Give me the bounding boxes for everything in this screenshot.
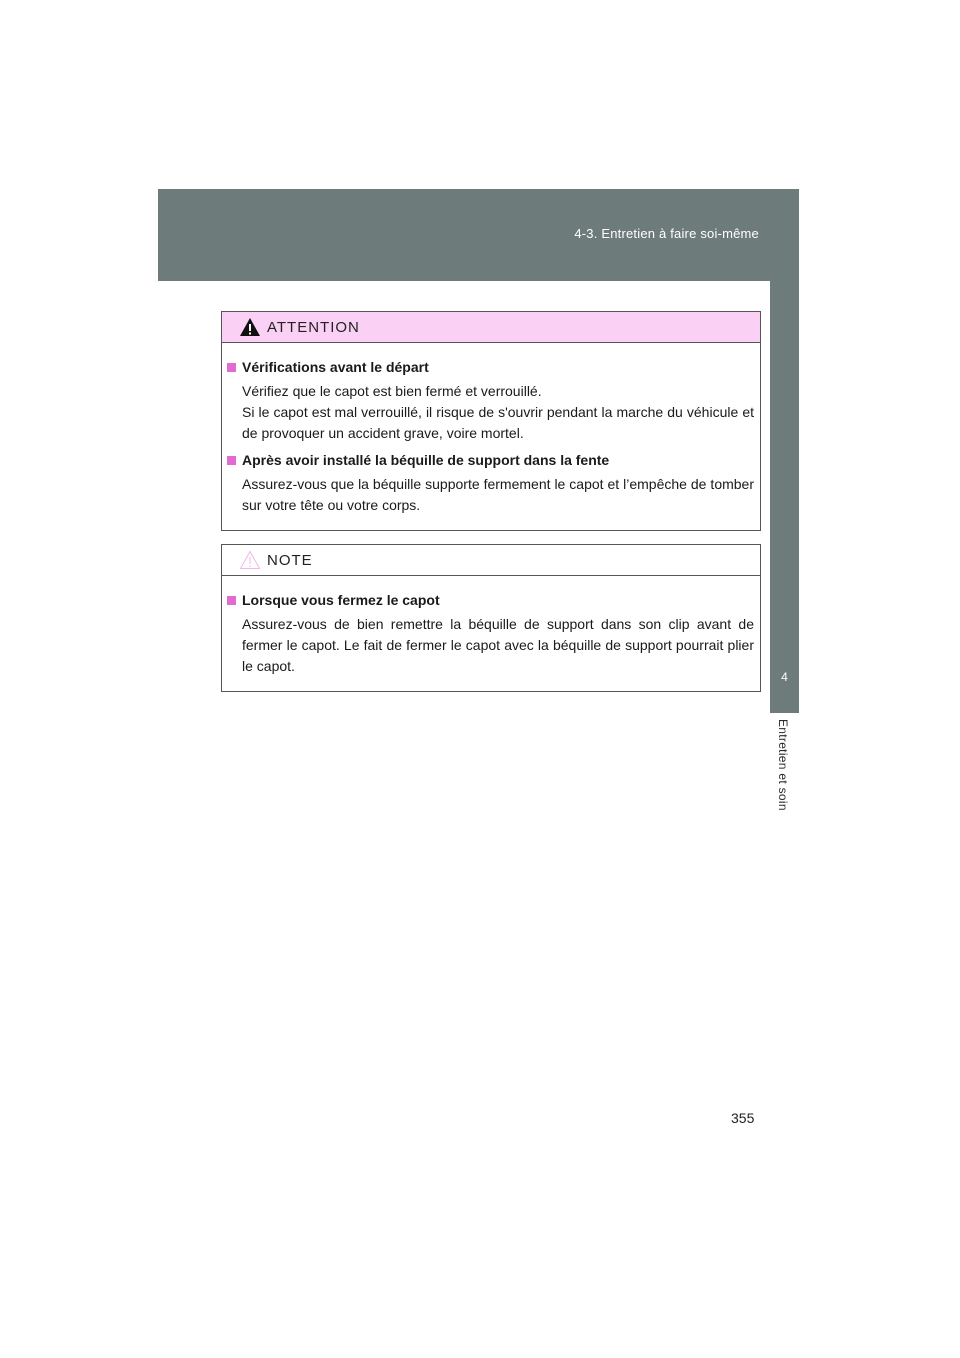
attention-item-heading: Après avoir installé la béquille de support dans la fente [226, 450, 754, 471]
note-header [222, 545, 760, 576]
attention-item-text: Vérifiez que le capot est bien fermé et verrouillé. [242, 383, 542, 399]
note-item-heading: Lorsque vous fermez le capot [226, 590, 754, 611]
bullet-square-icon [227, 363, 236, 372]
note-label: NOTE [267, 551, 313, 569]
warning-outline-icon [239, 550, 261, 570]
bullet-square-icon [227, 456, 236, 465]
attention-box [221, 311, 761, 531]
chapter-label: Entretien et soin [776, 719, 790, 811]
attention-item-text: Assurez-vous que la béquille supporte fermement le capot et l’empêche de tomber sur votre tête ou votre corps. [242, 476, 754, 513]
warning-filled-icon [239, 317, 261, 337]
side-tab-bar [770, 281, 799, 640]
section-title: 4-3. Entretien à faire soi-même [574, 226, 759, 241]
note-item-text: Assurez-vous de bien remettre la béquille de support dans son clip avant de fermer le capot. Le fait de fermer le capot avec la béquille de support pourrait plier le capot. [242, 616, 754, 674]
attention-item-heading: Vérifications avant le départ [226, 357, 754, 378]
page-number: 355 [731, 1110, 755, 1126]
attention-label: ATTENTION [267, 318, 360, 336]
chapter-label-tab [770, 713, 799, 835]
header-band [158, 189, 799, 281]
attention-header [222, 312, 760, 343]
note-box [221, 544, 761, 692]
attention-item-text: Si le capot est mal verrouillé, il risque de s'ouvrir pendant la marche du véhicule et de provoquer un accident grave, voire mortel. [242, 404, 754, 441]
bullet-square-icon [227, 596, 236, 605]
chapter-number: 4 [770, 640, 799, 713]
